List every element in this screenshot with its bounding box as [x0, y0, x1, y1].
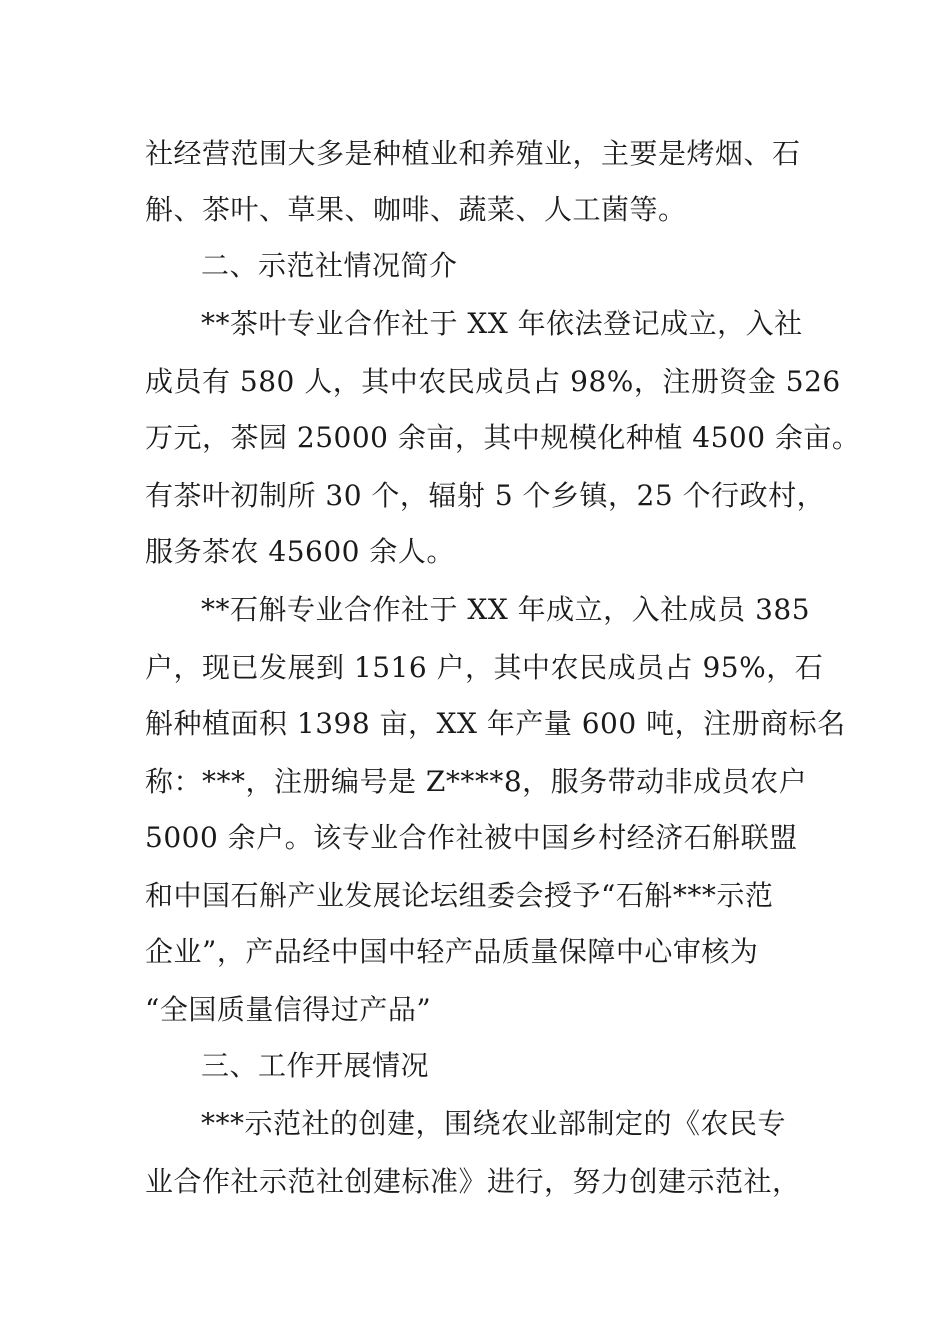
text-line: **茶叶专业合作社于 XX 年依法登记成立，入社: [201, 307, 803, 340]
text-line: 社经营范围大多是种植业和养殖业，主要是烤烟、石: [145, 137, 801, 170]
text-line: 服务茶农 45600 余人。: [145, 535, 455, 568]
text-line: 成员有 580 人，其中农民成员占 98%，注册资金 526: [145, 365, 841, 398]
text-line: 户，现已发展到 1516 户，其中农民成员占 95%，石: [145, 651, 824, 684]
section-heading: 三、工作开展情况: [201, 1049, 430, 1082]
text-line: 称：***，注册编号是 Z****8，服务带动非成员农户: [145, 765, 808, 798]
section-heading: 二、示范社情况简介: [201, 249, 458, 282]
text-line: **石斛专业合作社于 XX 年成立，入社成员 385: [201, 593, 811, 626]
text-line: 万元，茶园 25000 余亩，其中规模化种植 4500 余亩。: [145, 421, 861, 454]
text-line: 5000 余户。该专业合作社被中国乡村经济石斛联盟: [145, 821, 798, 854]
text-line: 斛、茶叶、草果、咖啡、蔬菜、人工菌等。: [145, 193, 687, 226]
text-line: 有茶叶初制所 30 个，辐射 5 个乡镇，25 个行政村，: [145, 479, 826, 512]
text-line: ***示范社的创建，围绕农业部制定的《农民专: [201, 1107, 787, 1140]
text-line: 斛种植面积 1398 亩，XX 年产量 600 吨，注册商标名: [145, 707, 846, 740]
text-line: 企业”，产品经中国中轻产品质量保障中心审核为: [145, 935, 759, 968]
text-line: “全国质量信得过产品”: [145, 993, 432, 1026]
text-line: 业合作社示范社创建标准》进行，努力创建示范社，: [145, 1165, 801, 1198]
text-line: 和中国石斛产业发展论坛组委会授予“石斛***示范: [145, 879, 774, 912]
